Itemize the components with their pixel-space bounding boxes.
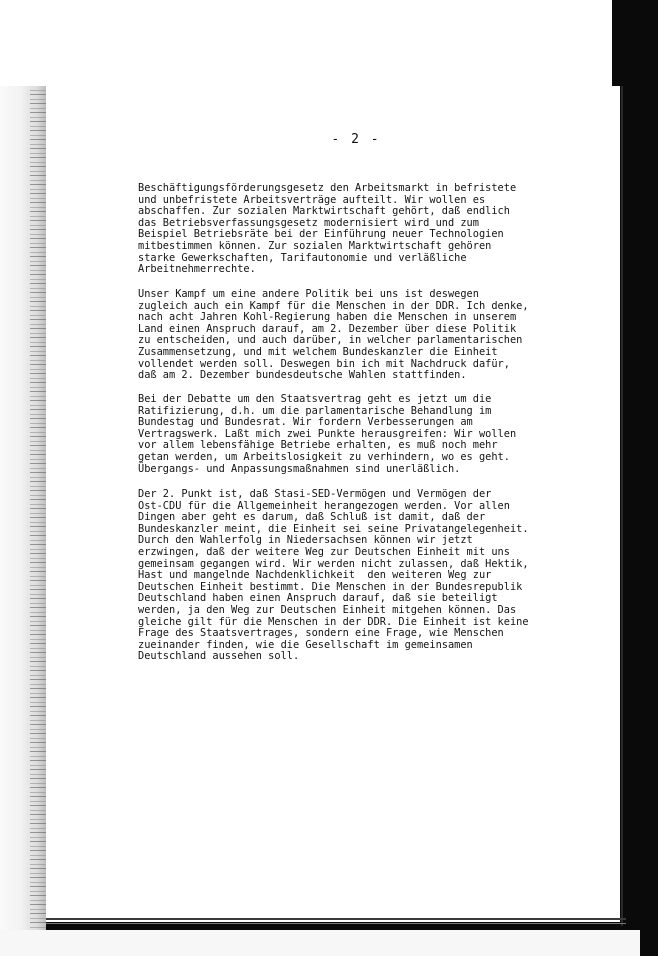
text-line: Arbeitnehmerrechte. <box>138 263 256 276</box>
text-line: Übergangs- und Anpassungsmaßnahmen sind unerläßlich. <box>138 462 461 475</box>
text-line: starke Gewerkschaften, Tarifautonomie und verläßliche <box>138 251 467 264</box>
text-line: Frage des Staatsvertrages, sondern eine Frage, wie Menschen <box>138 627 504 640</box>
text-line: zu entscheiden, und auch darüber, in welcher parlamentarischen <box>138 334 523 347</box>
page-right-edge <box>621 86 623 926</box>
text-line: Deutschen Einheit bestimmt. Die Menschen in der Bundesrepublik <box>138 580 523 593</box>
text-line: Bundeskanzler meint, die Einheit sei seine Privatangelegenheit. <box>138 522 529 535</box>
document-page <box>46 86 620 922</box>
page-bottom-edge <box>46 918 626 920</box>
text-line: Ost-CDU für die Allgemeinheit herangezogen werden. Vor allen <box>138 499 510 512</box>
text-line: Hast und mangelnde Nachdenklichkeit den weiteren Weg zur <box>138 569 492 582</box>
text-line: gemeinsam gegangen wird. Wir werden nicht zulassen, daß Hektik, <box>138 557 529 570</box>
text-line: Bundestag und Bundesrat. Wir fordern Verbesserungen am <box>138 416 473 429</box>
text-line: zugleich auch ein Kampf für die Menschen in der DDR. Ich denke, <box>138 299 529 312</box>
text-line: nach acht Jahren Kohl-Regierung haben die Menschen in unserem <box>138 311 517 324</box>
scan-background-top <box>0 0 612 86</box>
text-line: daß am 2. Dezember bundesdeutsche Wahlen stattfinden. <box>138 369 467 382</box>
text-line: Der 2. Punkt ist, daß Stasi-SED-Vermögen und Vermögen der <box>138 488 492 500</box>
text-line: mitbestimmen können. Zur sozialen Marktwirtschaft gehören <box>138 239 492 252</box>
paragraph-3 <box>138 394 638 475</box>
text-line: Land einen Anspruch darauf, am 2. Dezember über diese Politik <box>138 322 517 335</box>
text-line: Ratifizierung, d.h. um die parlamentarische Behandlung im <box>138 404 492 417</box>
text-line: Beispiel Betriebsräte bei der Einführung neuer Technologien <box>138 228 504 241</box>
paragraph-2 <box>138 289 638 382</box>
text-line: Durch den Wahlerfolg in Niedersachsen können wir jetzt <box>138 534 473 547</box>
paragraph-4 <box>138 489 638 663</box>
text-line: abschaffen. Zur sozialen Marktwirtschaft gehört, daß endlich <box>138 205 510 218</box>
text-line: das Betriebsverfassungsgesetz modernisiert wird und zum <box>138 216 479 229</box>
text-line: Unser Kampf um eine andere Politik bei uns ist deswegen <box>138 288 479 300</box>
text-line: Beschäftigungsförderungsgesetz den Arbeitsmarkt in befristete <box>138 182 517 194</box>
text-line: Deutschland aussehen soll. <box>138 650 300 663</box>
text-line: werden, ja den Weg zur Deutschen Einheit mitgehen können. Das <box>138 603 517 616</box>
text-line: gleiche gilt für die Menschen in der DDR. Die Einheit ist keine <box>138 615 529 628</box>
page-bottom-edge-shadow <box>46 923 626 924</box>
text-line: zueinander finden, wie die Gesellschaft im gemeinsamen <box>138 638 473 651</box>
scan-background-bottom <box>0 930 640 956</box>
text-line: Zusammensetzung, und mit welchem Bundeskanzler die Einheit <box>138 345 498 358</box>
text-line: und unbefristete Arbeitsverträge aufteilt. Wir wollen es <box>138 193 486 206</box>
text-line: vollendet werden soll. Deswegen bin ich mit Nachdruck dafür, <box>138 357 510 370</box>
text-line: Bei der Debatte um den Staatsvertrag geht es jetzt um die <box>138 393 492 405</box>
text-line: Vertragswerk. Laßt mich zwei Punkte herausgreifen: Wir wollen <box>138 427 517 440</box>
scan-noise-strip <box>30 90 46 950</box>
text-line: Dingen aber geht es darum, daß Schluß ist damit, daß der <box>138 511 486 524</box>
page-number: - 2 - <box>331 132 381 147</box>
text-line: getan werden, um Arbeitslosigkeit zu verhindern, wo es geht. <box>138 450 510 463</box>
text-line: erzwingen, daß der weitere Weg zur Deutschen Einheit mit uns <box>138 545 510 558</box>
text-line: vor allem lebensfähige Betriebe erhalten, es muß noch mehr <box>138 439 498 452</box>
text-line: Deutschland haben einen Anspruch darauf, daß sie beteiligt <box>138 592 498 605</box>
paragraph-1 <box>138 183 638 276</box>
